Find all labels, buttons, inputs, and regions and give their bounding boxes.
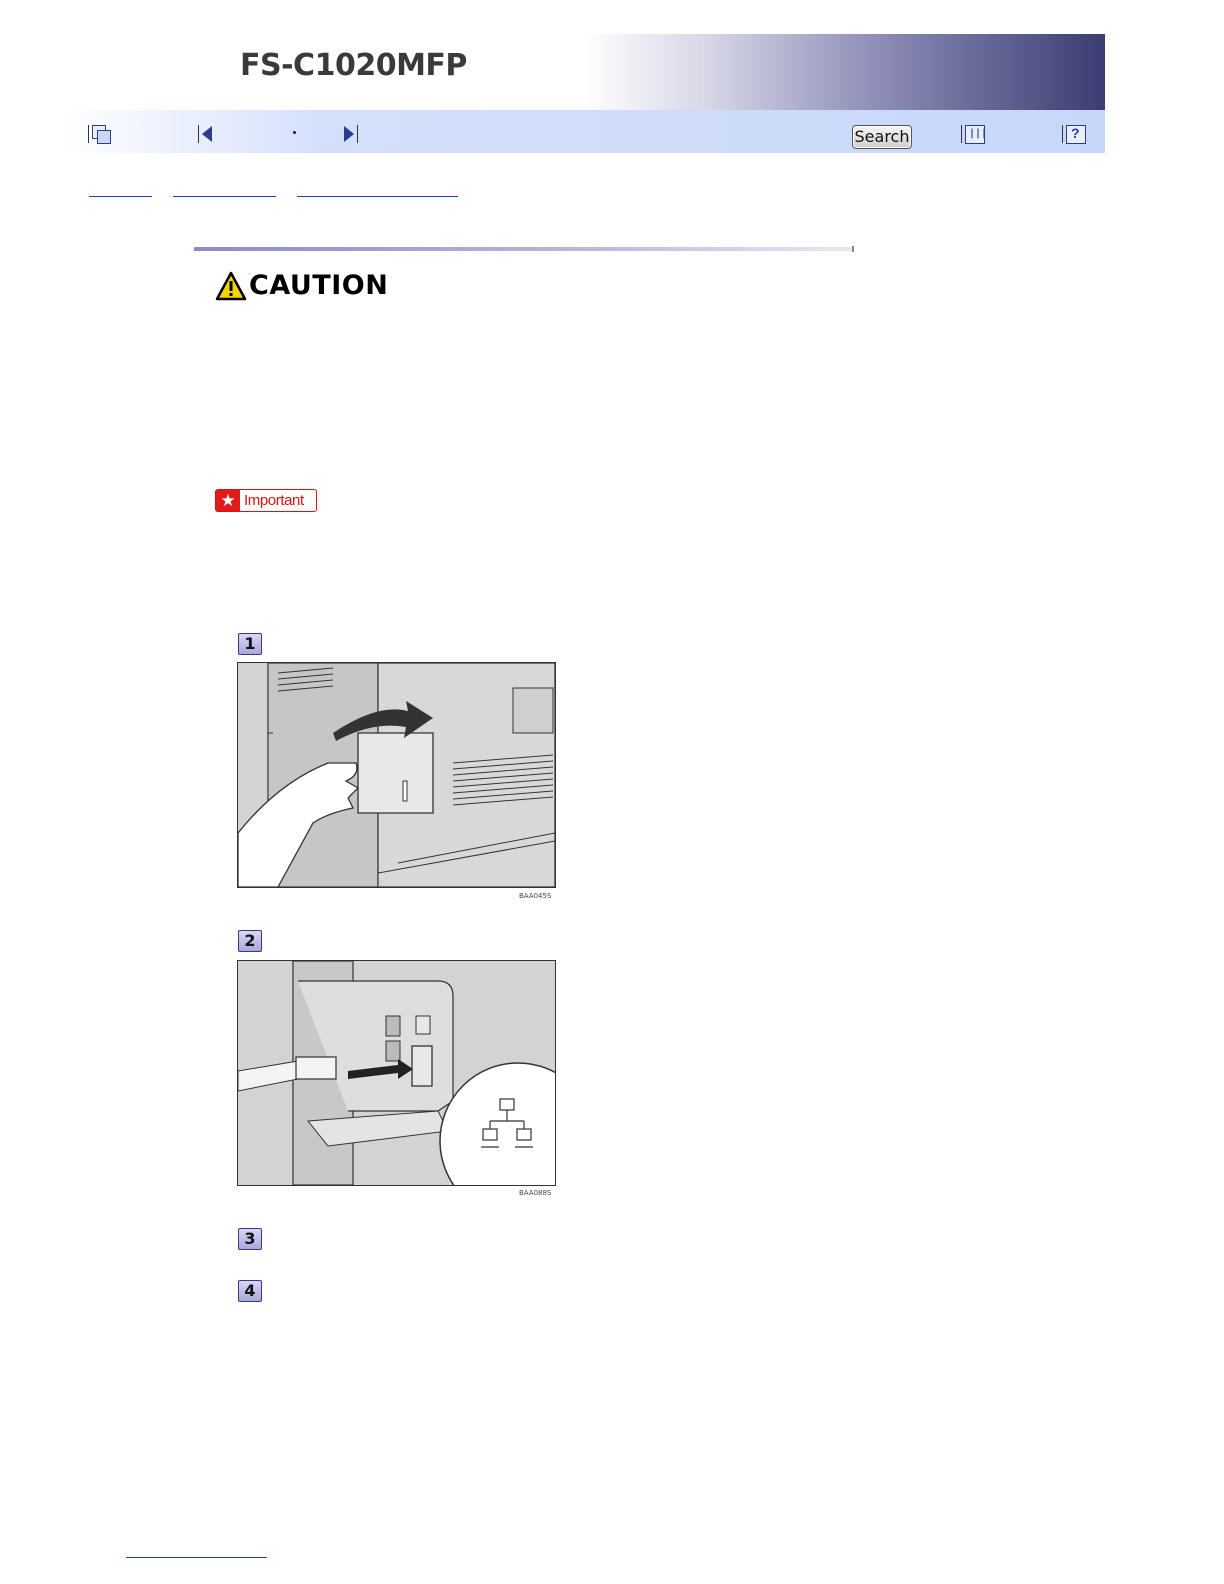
important-badge — [215, 489, 317, 512]
breadcrumb-link-3[interactable] — [297, 196, 458, 197]
settings-button[interactable] — [961, 123, 988, 145]
toolbar-separator — [357, 125, 358, 143]
toolbar — [60, 110, 1105, 153]
important-label: Important — [244, 492, 304, 509]
caution-label: CAUTION — [249, 270, 389, 301]
figure-code: BAA088S — [519, 1189, 552, 1197]
next-page-icon — [344, 126, 354, 142]
step-badge-3: 3 — [238, 1228, 262, 1250]
toolbar-separator — [1062, 125, 1063, 143]
step-badge-4: 4 — [238, 1280, 262, 1302]
figure-open-cover — [237, 662, 556, 888]
open-cover-illustration — [238, 663, 555, 887]
figure-connect-cable — [237, 960, 556, 1186]
pages-icon — [92, 125, 112, 143]
caution-notice — [215, 270, 388, 301]
breadcrumb-link-1[interactable] — [89, 196, 152, 197]
step-badge-1: 1 — [238, 633, 262, 655]
breadcrumb-link-2[interactable] — [173, 196, 276, 197]
toolbar-separator — [198, 125, 199, 143]
toolbar-separator — [88, 125, 89, 143]
connect-cable-illustration — [238, 961, 555, 1185]
page-indicator-dot — [293, 131, 296, 134]
next-page-button[interactable] — [344, 123, 361, 145]
heading-rule-end — [852, 246, 854, 252]
heading-rule — [194, 247, 854, 251]
footer-link[interactable] — [126, 1557, 267, 1558]
star-icon: ★ — [216, 490, 240, 511]
warning-triangle-icon — [215, 271, 247, 301]
settings-icon: ||| — [965, 125, 985, 144]
product-title: FS-C1020MFP — [240, 48, 467, 83]
search-button[interactable]: Search — [852, 125, 912, 149]
toolbar-separator — [961, 125, 962, 143]
header-banner — [60, 34, 1105, 110]
help-icon: ? — [1066, 125, 1086, 144]
previous-page-button[interactable] — [198, 123, 212, 145]
figure-code: BAA045S — [519, 892, 552, 900]
help-button[interactable] — [1062, 123, 1086, 145]
previous-page-icon — [202, 126, 212, 142]
pages-button[interactable] — [88, 123, 112, 145]
step-badge-2: 2 — [238, 930, 262, 952]
